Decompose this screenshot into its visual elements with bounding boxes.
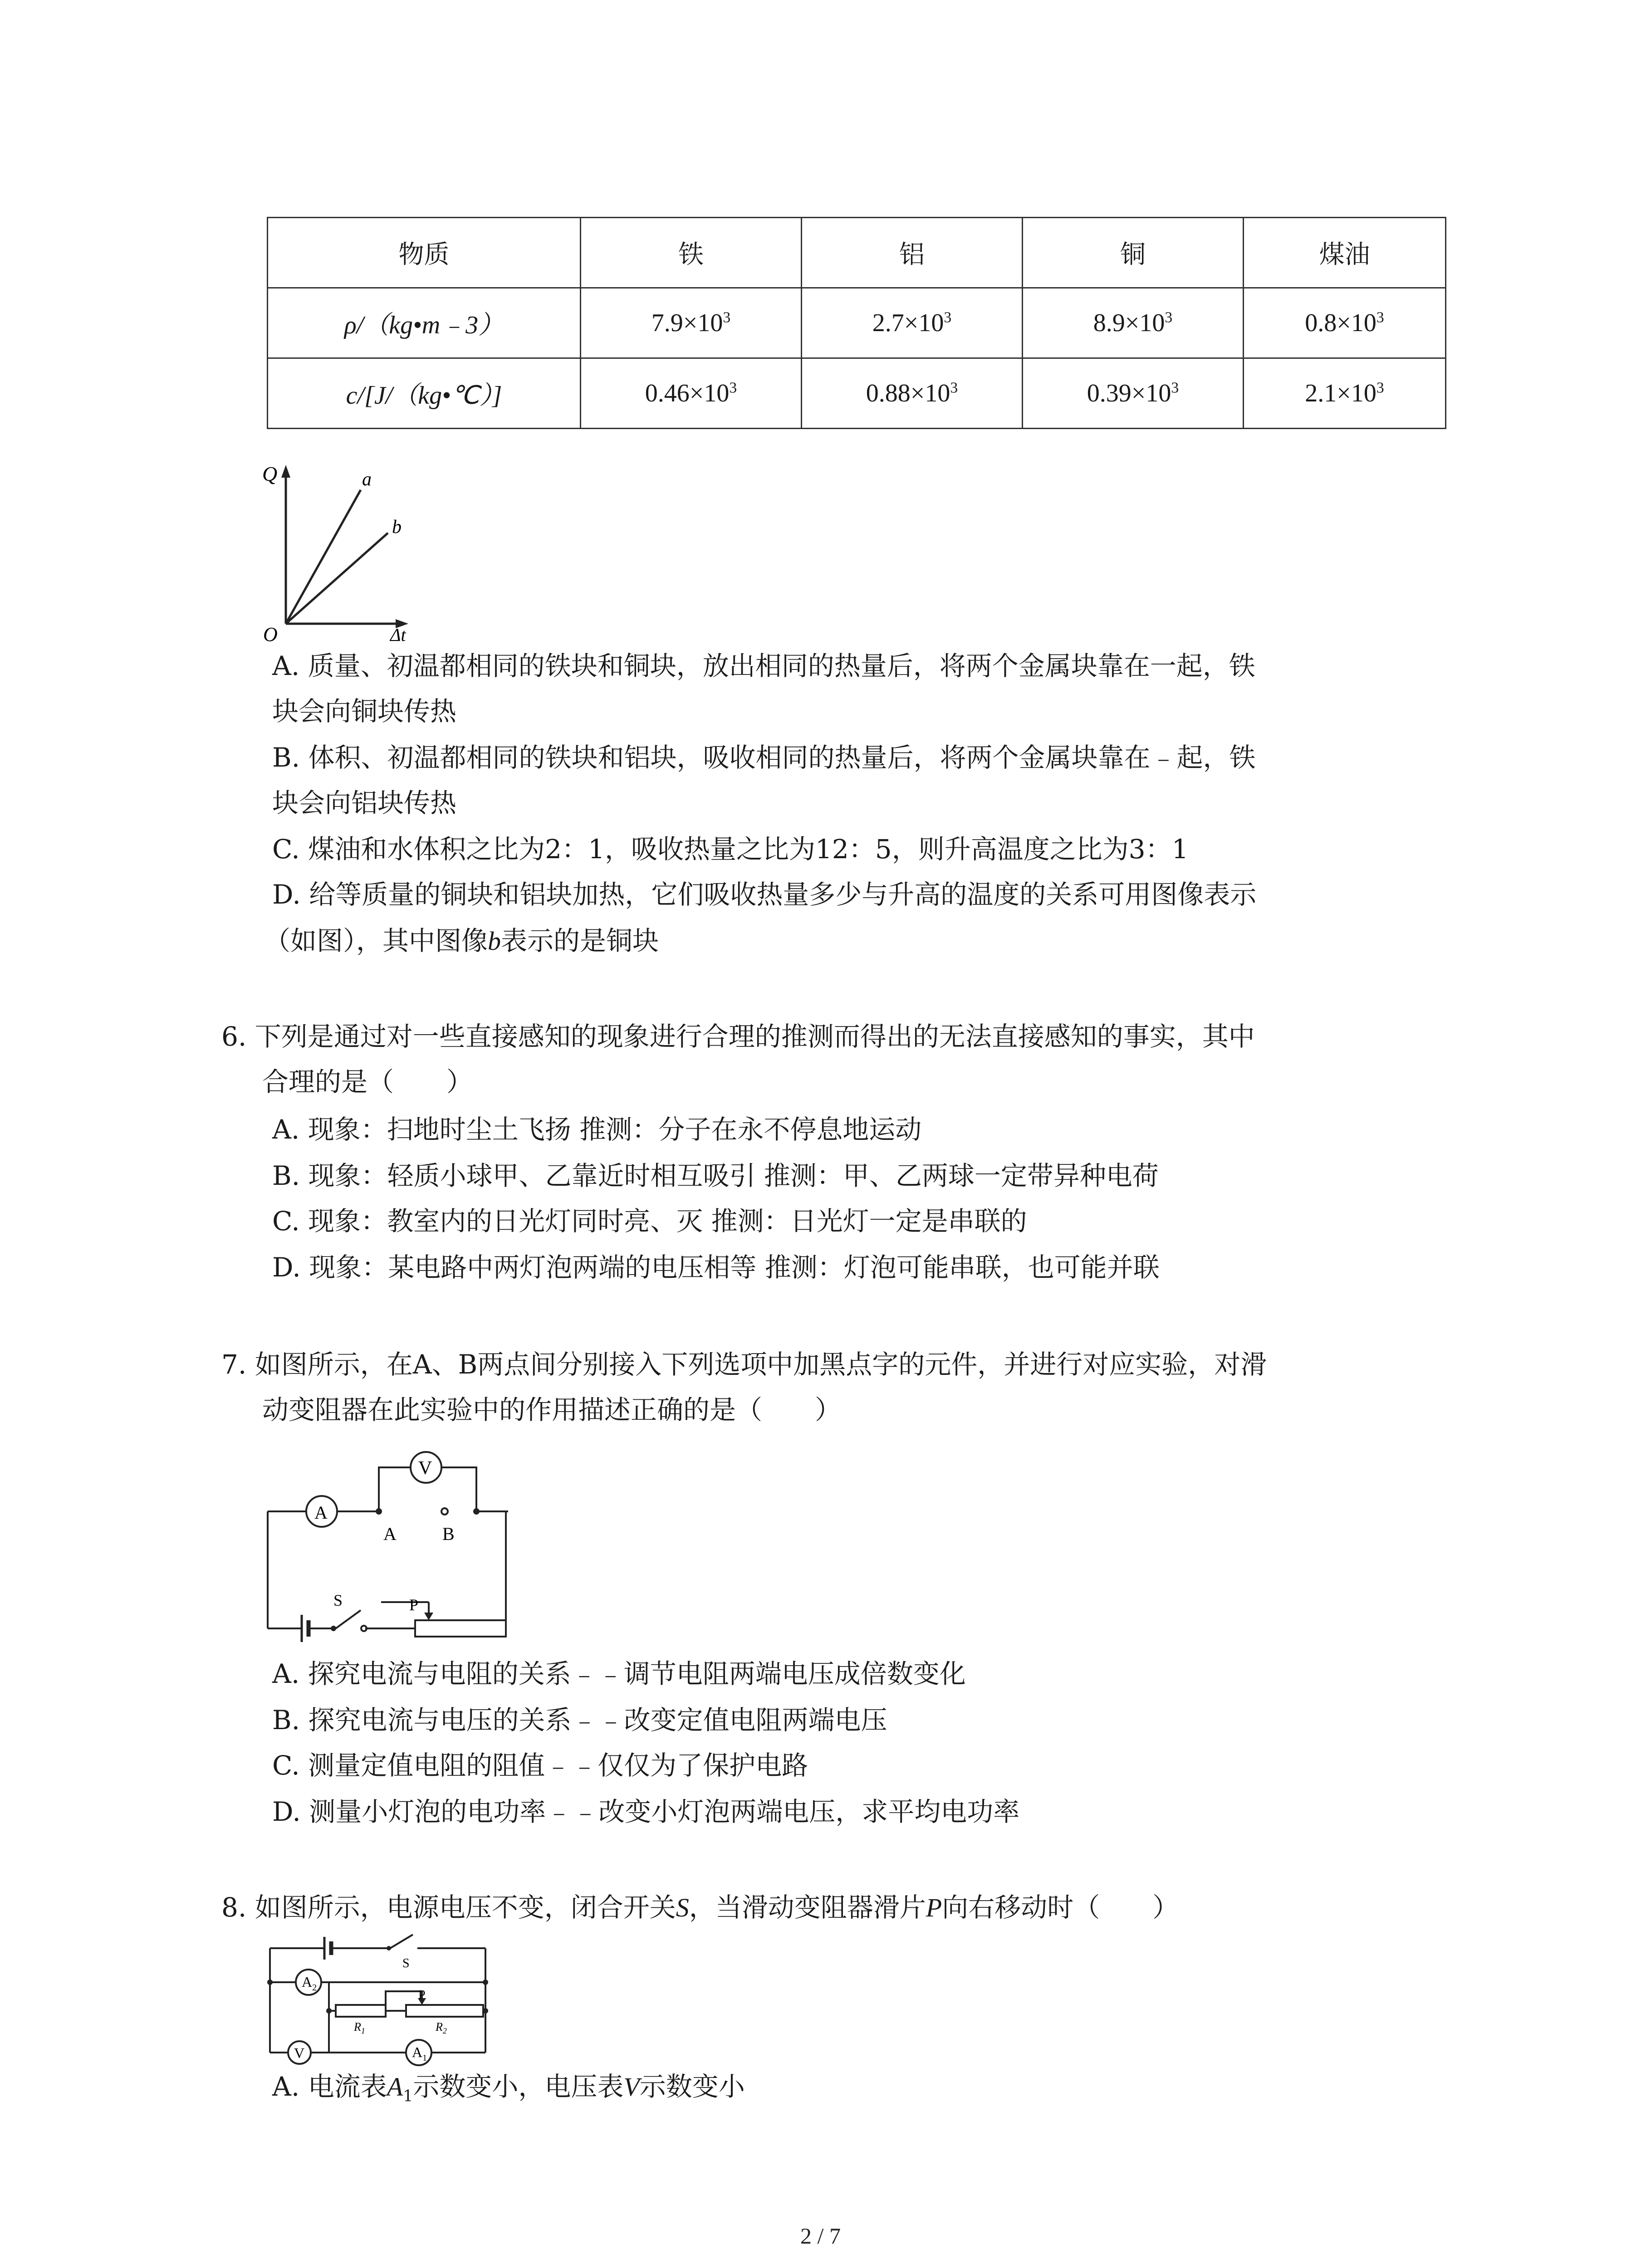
- q8-option-a: A. 电流表$A_1$示数变小，电压表V示数变小: [272, 2071, 745, 2106]
- table-header-cell: 铝: [802, 218, 1023, 288]
- table-cell: $2.1\times 10^3$: [1244, 358, 1446, 429]
- table-header-cell: 铜: [1023, 218, 1244, 288]
- origin-label: O: [263, 623, 278, 642]
- junction-dot: [483, 2008, 488, 2014]
- ammeter-a2-label: $A_2$: [302, 1974, 317, 1993]
- q5-option-b-line1: B. 体积、初温都相同的铁块和铝块，吸收相同的热量后，将两个金属块靠在﹣起，铁: [272, 742, 1256, 773]
- rheostat-r2: [406, 2005, 483, 2017]
- q5-option-a-line2: 块会向铜块传热: [272, 696, 457, 727]
- q6-option-a: A. 现象：扫地时尘土飞扬 推测：分子在永不停息地运动: [272, 1114, 922, 1145]
- table-cell: $0.88\times 10^3$: [802, 358, 1023, 429]
- q5-option-b-line2: 块会向铝块传热: [272, 787, 457, 818]
- heat-temperature-graph: [254, 460, 417, 642]
- q7-stem-line1: 7. 如图所示，在A、B两点间分别接入下列选项中加黑点字的元件，并进行对应实验，对滑: [221, 1349, 1267, 1380]
- table-header-row: [268, 218, 1446, 288]
- q7-option-b: B. 探究电流与电压的关系﹣﹣改变定值电阻两端电压: [272, 1705, 887, 1735]
- q5-option-c: C. 煤油和水体积之比为2：1，吸收热量之比为12：5，则升高温度之比为3：1: [272, 834, 1189, 865]
- line-b-label: b: [392, 517, 402, 538]
- q8-circuit-diagram: [265, 1930, 501, 2066]
- table-header-cell: 铁: [581, 218, 802, 288]
- table-cell: $0.46\times 10^3$: [581, 358, 802, 429]
- row-label-density: ρ/（kg•m﹣3）: [268, 288, 581, 358]
- slider-arrow-icon: [424, 1613, 433, 1620]
- slider-label: P: [418, 1988, 426, 2002]
- table-row-density: [268, 288, 1446, 358]
- r2-label: $R_2$: [436, 2020, 447, 2035]
- voltmeter-left-wire: [379, 1467, 411, 1511]
- point-b-label: B: [442, 1524, 455, 1544]
- voltmeter-right-wire: [441, 1467, 476, 1511]
- q8-stem: 8. 如图所示，电源电压不变，闭合开关S，当滑动变阻器滑片P向右移动时（ ）: [221, 1892, 1179, 1923]
- dt-axis-label: Δt: [390, 625, 406, 642]
- ammeter-a1-label: $A_1$: [412, 2044, 427, 2063]
- q-axis-arrow: [281, 465, 290, 478]
- switch-contact: [361, 1626, 367, 1631]
- resistor-r1: [336, 2005, 386, 2017]
- line-a-label: a: [362, 469, 372, 490]
- q5-option-a-line1: A. 质量、初温都相同的铁块和铜块，放出相同的热量后，将两个金属块靠在一起，铁: [272, 650, 1255, 681]
- point-a-label: A: [383, 1524, 397, 1544]
- junction-dot: [483, 1980, 488, 1985]
- q7-circuit-diagram: [263, 1442, 508, 1651]
- rheostat-body: [415, 1620, 506, 1637]
- q6-option-d: D. 现象：某电路中两灯泡两端的电压相等 推测：灯泡可能串联，也可能并联: [272, 1252, 1160, 1283]
- q7-stem-line2: 动变阻器在此实验中的作用描述正确的是（ ）: [262, 1394, 842, 1425]
- row-label-specific-heat: c/[J/（kg•℃）]: [268, 358, 581, 429]
- table-cell: $7.9\times 10^3$: [581, 288, 802, 358]
- slider-wire: [386, 1991, 422, 2011]
- junction-dot: [267, 1980, 273, 1985]
- table-header-cell: 煤油: [1244, 218, 1446, 288]
- q5-option-d-line2: （如图），其中图像b表示的是铜块: [264, 925, 659, 956]
- switch-label: S: [402, 1956, 410, 1970]
- graph-line-a: [286, 490, 361, 624]
- q5-option-d-line1: D. 给等质量的铜块和铝块加热，它们吸收热量多少与升高的温度的关系可用图像表示: [272, 879, 1257, 910]
- q6-option-b: B. 现象：轻质小球甲、乙靠近时相互吸引 推测：甲、乙两球一定带异种电荷: [272, 1160, 1159, 1191]
- switch-pivot-dot: [387, 1946, 391, 1950]
- junction-dot: [326, 2008, 332, 2014]
- graph-line-b: [286, 533, 388, 624]
- slider-label: P: [409, 1596, 419, 1614]
- switch-pivot-dot: [331, 1626, 336, 1631]
- q-axis-label: Q: [262, 462, 278, 485]
- table-header-cell: 物质: [268, 218, 581, 288]
- q6-option-c: C. 现象：教室内的日光灯同时亮、灭 推测：日光灯一定是串联的: [272, 1206, 1027, 1237]
- q6-stem-line1: 6. 下列是通过对一些直接感知的现象进行合理的推测而得出的无法直接感知的事实，其中: [221, 1021, 1255, 1052]
- table-row-specific-heat: [268, 358, 1446, 429]
- point-b-open-terminal: [441, 1508, 448, 1515]
- q7-option-c: C. 测量定值电阻的阻值﹣﹣仅仅为了保护电路: [272, 1750, 808, 1781]
- q7-option-d: D. 测量小灯泡的电功率﹣﹣改变小灯泡两端电压，求平均电功率: [272, 1796, 1020, 1827]
- voltmeter-label: V: [418, 1458, 432, 1479]
- material-properties-table: [267, 217, 1446, 429]
- table-cell: $8.9\times 10^3$: [1023, 288, 1244, 358]
- table-cell: $0.8\times 10^3$: [1244, 288, 1446, 358]
- q6-stem-line2: 合理的是（ ）: [262, 1066, 473, 1097]
- voltmeter-label: V: [294, 2045, 305, 2061]
- point-b-dot: [473, 1508, 480, 1515]
- table-cell: $2.7\times 10^3$: [802, 288, 1023, 358]
- page-number: 2 / 7: [800, 2223, 841, 2248]
- switch-blade: [390, 1935, 413, 1948]
- switch-blade: [336, 1610, 361, 1628]
- switch-label: S: [333, 1591, 343, 1609]
- r1-label: $R_1$: [354, 2020, 365, 2035]
- point-a-dot: [376, 1508, 382, 1515]
- q7-option-a: A. 探究电流与电阻的关系﹣﹣调节电阻两端电压成倍数变化: [272, 1658, 966, 1689]
- ammeter-label: A: [314, 1502, 328, 1523]
- table-cell: $0.39\times 10^3$: [1023, 358, 1244, 429]
